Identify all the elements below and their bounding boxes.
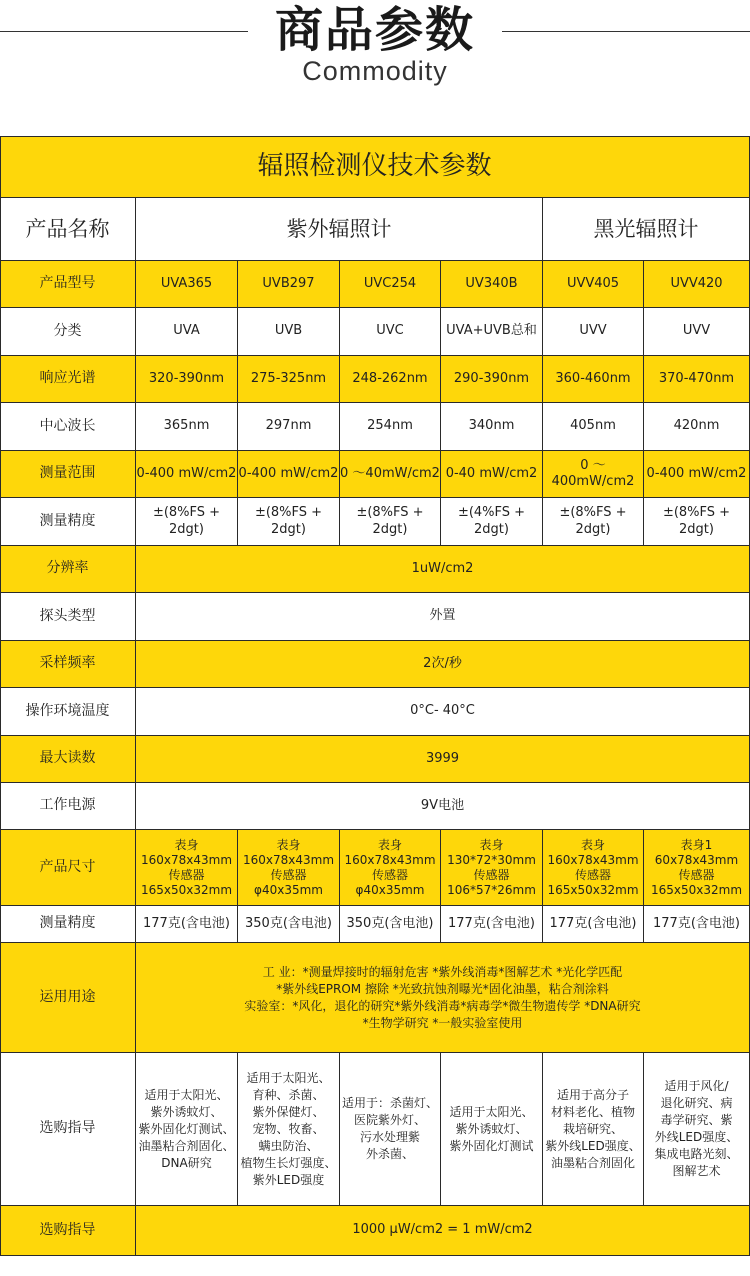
category-cell: UVV (543, 308, 644, 356)
row-label-max-reading: 最大读数 (0, 736, 136, 783)
page-subtitle: Commodity (302, 56, 448, 86)
category-cell: UVV (644, 308, 750, 356)
weight-cell: 177克(含电池) (441, 906, 543, 943)
accuracy-cell: ±(8%FS + 2dgt) (238, 498, 340, 546)
temperature-value: 0°C- 40°C (136, 688, 750, 736)
range-cell: 0 ～40mW/cm2 (340, 451, 441, 498)
resolution-value: 1uW/cm2 (136, 546, 750, 593)
center-wavelength-cell: 420nm (644, 403, 750, 451)
guide-cell: 适用于太阳光、 紫外诱蚊灯、 紫外固化灯测试 (441, 1053, 543, 1206)
guide-cell: 适用于风化/ 退化研究、病 毒学研究、紫 外线LED强度、 集成电路光刻、 图解艺术 (644, 1053, 750, 1206)
center-wavelength-cell: 340nm (441, 403, 543, 451)
row-label-guide: 选购指导 (0, 1053, 136, 1206)
row-label-usage: 运用用途 (0, 943, 136, 1053)
size-cell: 表身1 60x78x43mm 传感器 165x50x32mm (644, 830, 750, 906)
row-label-conversion: 选购指导 (0, 1206, 136, 1256)
spec-table (0, 136, 750, 1256)
spectrum-cell: 360-460nm (543, 356, 644, 403)
model-cell: UVA365 (136, 261, 238, 308)
row-label-sampling-rate: 采样频率 (0, 641, 136, 688)
usage-value: 工 业：*测量焊接时的辐射危害 *紫外线消毒*图解艺术 *光化学匹配 *紫外线EPROM 擦除 *光致抗蚀剂曝光*固化油墨，粘合剂涂料 实验室：*风化，退化的研究*紫外线消毒*病毒学*微生物遗传学 *DNA研究 *生物学研究 *一般实验室使用 (136, 943, 750, 1053)
page-header (0, 0, 750, 140)
row-label-category: 分类 (0, 308, 136, 356)
accuracy-cell: ±(8%FS + 2dgt) (543, 498, 644, 546)
category-cell: UVA (136, 308, 238, 356)
table-title: 辐照检测仪技术参数 (0, 136, 750, 198)
range-cell: 0-40 mW/cm2 (441, 451, 543, 498)
size-cell: 表身 160x78x43mm 传感器 165x50x32mm (543, 830, 644, 906)
power-supply-value: 9V电池 (136, 783, 750, 830)
size-cell: 表身 160x78x43mm 传感器 φ40x35mm (340, 830, 441, 906)
row-label-product-name: 产品名称 (0, 198, 136, 261)
row-label-probe-type: 探头类型 (0, 593, 136, 641)
size-cell: 表身 160x78x43mm 传感器 165x50x32mm (136, 830, 238, 906)
weight-cell: 350克(含电池) (238, 906, 340, 943)
spectrum-cell: 370-470nm (644, 356, 750, 403)
range-cell: 0-400 mW/cm2 (238, 451, 340, 498)
guide-cell: 适用于太阳光、 育种、杀菌、 紫外保健灯、 宠物、牧畜、 螨虫防治、 植物生长灯强度、 紫外LED强度 (238, 1053, 340, 1206)
accuracy-cell: ±(4%FS + 2dgt) (441, 498, 543, 546)
row-label-power-supply: 工作电源 (0, 783, 136, 830)
model-cell: UVV420 (644, 261, 750, 308)
row-label-center-wavelength: 中心波长 (0, 403, 136, 451)
size-cell: 表身 130*72*30mm 传感器 106*57*26mm (441, 830, 543, 906)
row-label-accuracy: 测量精度 (0, 498, 136, 546)
accuracy-cell: ±(8%FS + 2dgt) (340, 498, 441, 546)
sampling-rate-value: 2次/秒 (136, 641, 750, 688)
conversion-value: 1000 μW/cm2 = 1 mW/cm2 (136, 1206, 750, 1256)
guide-cell: 适用于：杀菌灯、 医院紫外灯、 污水处理紫 外杀菌、 (340, 1053, 441, 1206)
spectrum-cell: 290-390nm (441, 356, 543, 403)
center-wavelength-cell: 254nm (340, 403, 441, 451)
spectrum-cell: 248-262nm (340, 356, 441, 403)
model-cell: UVV405 (543, 261, 644, 308)
row-label-model: 产品型号 (0, 261, 136, 308)
range-cell: 0-400 mW/cm2 (644, 451, 750, 498)
model-cell: UVB297 (238, 261, 340, 308)
model-cell: UV340B (441, 261, 543, 308)
category-cell: UVA+UVB总和 (441, 308, 543, 356)
max-reading-value: 3999 (136, 736, 750, 783)
category-cell: UVB (238, 308, 340, 356)
guide-cell: 适用于太阳光、 紫外诱蚊灯、 紫外固化灯测试、 油墨粘合剂固化、 DNA研究 (136, 1053, 238, 1206)
range-cell: 0 ～400mW/cm2 (543, 451, 644, 498)
range-cell: 0-400 mW/cm2 (136, 451, 238, 498)
model-cell: UVC254 (340, 261, 441, 308)
weight-cell: 350克(含电池) (340, 906, 441, 943)
center-wavelength-cell: 297nm (238, 403, 340, 451)
accuracy-cell: ±(8%FS + 2dgt) (136, 498, 238, 546)
row-label-size: 产品尺寸 (0, 830, 136, 906)
spectrum-cell: 320-390nm (136, 356, 238, 403)
weight-cell: 177克(含电池) (644, 906, 750, 943)
page-title: 商品参数 (274, 2, 475, 58)
row-label-temperature: 操作环境温度 (0, 688, 136, 736)
group-blacklight-radiometer: 黑光辐照计 (543, 198, 750, 261)
accuracy-cell: ±(8%FS + 2dgt) (644, 498, 750, 546)
center-wavelength-cell: 405nm (543, 403, 644, 451)
row-label-weight: 测量精度 (0, 906, 136, 943)
row-label-range: 测量范围 (0, 451, 136, 498)
probe-type-value: 外置 (136, 593, 750, 641)
weight-cell: 177克(含电池) (136, 906, 238, 943)
guide-cell: 适用于高分子 材料老化、植物 栽培研究、 紫外线LED强度、 油墨粘合剂固化 (543, 1053, 644, 1206)
category-cell: UVC (340, 308, 441, 356)
row-label-spectrum: 响应光谱 (0, 356, 136, 403)
spectrum-cell: 275-325nm (238, 356, 340, 403)
size-cell: 表身 160x78x43mm 传感器 φ40x35mm (238, 830, 340, 906)
group-uv-radiometer: 紫外辐照计 (136, 198, 543, 261)
weight-cell: 177克(含电池) (543, 906, 644, 943)
center-wavelength-cell: 365nm (136, 403, 238, 451)
row-label-resolution: 分辨率 (0, 546, 136, 593)
